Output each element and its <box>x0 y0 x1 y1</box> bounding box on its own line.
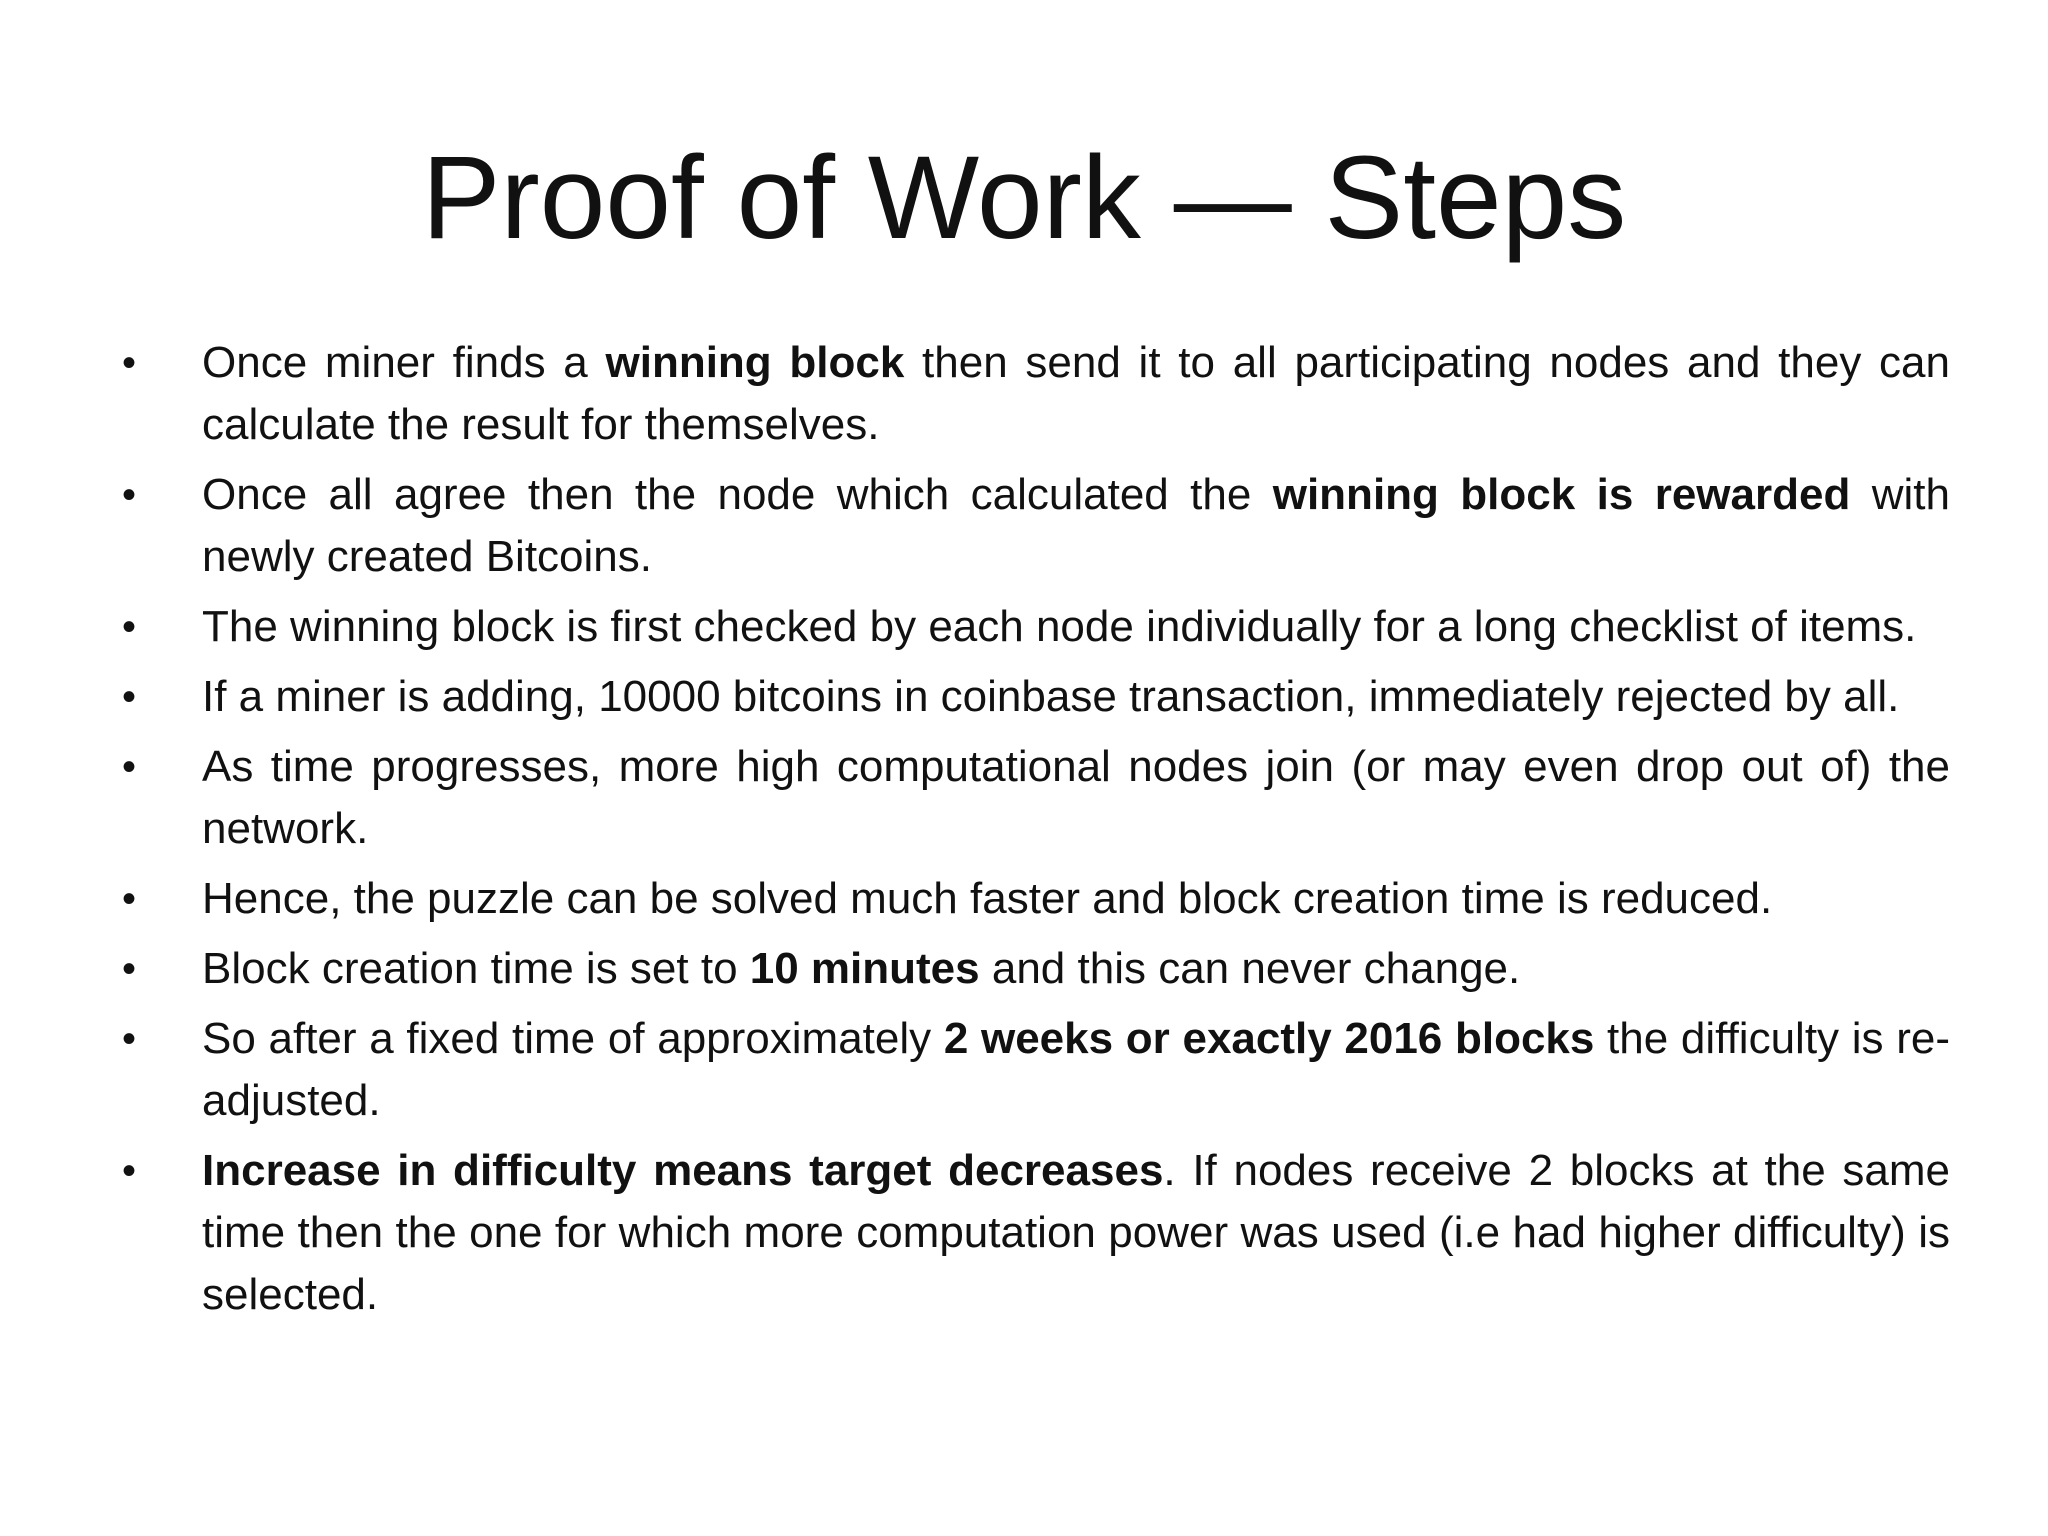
bullet-text <box>202 672 1899 721</box>
bullet-dot-icon: • <box>122 675 137 719</box>
bullet-text <box>202 944 1520 993</box>
bullet-segment: then send it to all participating nodes and they can calculate the result for themselves. <box>202 338 1950 449</box>
bullet-item <box>120 938 1950 1000</box>
bullet-text <box>202 1146 1950 1319</box>
bullet-dot-icon: • <box>122 1149 137 1193</box>
bullet-text <box>202 742 1950 853</box>
bullet-segment: As time progresses, more high computational nodes join (or may even drop out of) the network. <box>202 742 1950 853</box>
bullet-item <box>120 332 1950 456</box>
bullet-segment: Hence, the puzzle can be solved much faster and block creation time is reduced. <box>202 874 1773 923</box>
bullet-segment: and this can never change. <box>979 944 1521 993</box>
bullet-dot-icon: • <box>122 745 137 789</box>
bullet-item <box>120 1140 1950 1326</box>
bullet-emphasis: 10 minutes <box>749 944 980 993</box>
bullet-item <box>120 1008 1950 1132</box>
bullet-segment: Once all agree then the node which calculated the <box>202 470 1273 519</box>
bullet-dot-icon: • <box>122 947 137 991</box>
bullet-segment: . If nodes receive 2 blocks at the same time then the one for which more computation power was used (i.e had higher difficulty) is selected. <box>202 1146 1950 1319</box>
bullet-list <box>120 332 1950 1334</box>
bullet-segment: Block creation time is set to <box>202 944 750 993</box>
bullet-dot-icon: • <box>122 341 137 385</box>
bullet-segment: The winning block is first checked by each node individually for a long checklist of items. <box>202 602 1917 651</box>
bullet-segment: the difficulty is re-adjusted. <box>202 1014 1950 1125</box>
bullet-segment: If a miner is adding, 10000 bitcoins in coinbase transaction, immediately rejected by all. <box>202 672 1900 721</box>
bullet-emphasis: winning block <box>605 338 905 387</box>
bullet-emphasis: Increase in difficulty means target decreases <box>202 1146 1164 1195</box>
bullet-dot-icon: • <box>122 605 137 649</box>
bullet-item <box>120 464 1950 588</box>
bullet-dot-icon: • <box>122 877 137 921</box>
bullet-text <box>202 874 1772 923</box>
bullet-item <box>120 868 1950 930</box>
bullet-item <box>120 736 1950 860</box>
bullet-segment: Once miner finds a <box>202 338 606 387</box>
bullet-dot-icon: • <box>122 473 137 517</box>
bullet-emphasis: winning block is rewarded <box>1272 470 1851 519</box>
bullet-text <box>202 470 1950 581</box>
bullet-item <box>120 596 1950 658</box>
bullet-text <box>202 338 1950 449</box>
bullet-text <box>202 602 1916 651</box>
bullet-emphasis: 2 weeks or exactly 2016 blocks <box>943 1014 1595 1063</box>
slide-title: Proof of Work — Steps <box>421 132 1627 264</box>
bullet-segment: with newly created Bitcoins. <box>202 470 1950 581</box>
bullet-segment: So after a fixed time of approximately <box>202 1014 944 1063</box>
bullet-text <box>202 1014 1950 1125</box>
bullet-dot-icon: • <box>122 1017 137 1061</box>
bullet-item <box>120 666 1950 728</box>
